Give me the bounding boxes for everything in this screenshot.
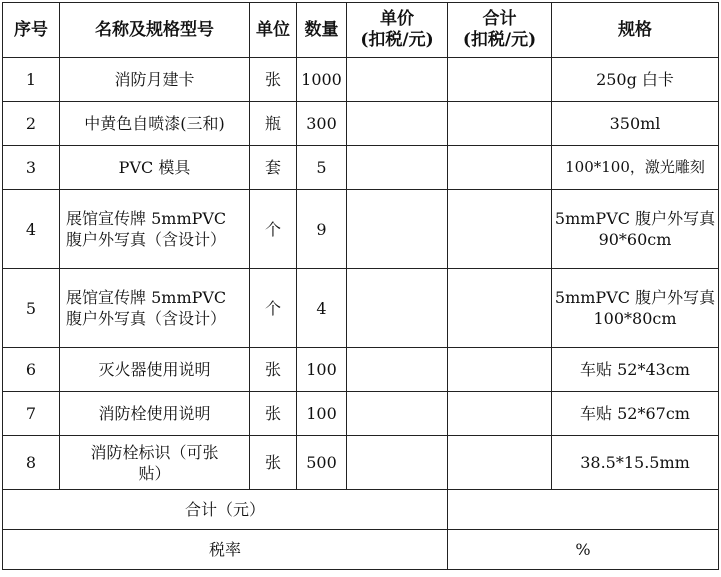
header-unit: 单位 <box>250 3 297 58</box>
cell-name: PVC 模具 <box>60 146 250 190</box>
cell-qty: 4 <box>297 269 347 348</box>
cell-unit: 套 <box>250 146 297 190</box>
header-qty: 数量 <box>297 3 347 58</box>
cell-unit: 瓶 <box>250 102 297 146</box>
cell-price[interactable] <box>347 436 448 490</box>
cell-no: 4 <box>3 190 60 269</box>
cell-total[interactable] <box>448 348 552 392</box>
sum-row <box>3 490 719 530</box>
cell-name: 展馆宣传牌 5mmPVC 腹户外写真（含设计） <box>60 190 250 269</box>
cell-spec: 350ml <box>552 102 719 146</box>
header-price-line2: (扣税/元) <box>360 30 434 50</box>
tax-label: 税率 <box>3 530 448 570</box>
table-row <box>3 269 719 348</box>
cell-spec: 5mmPVC 腹户外写真 100*80cm <box>552 269 719 348</box>
cell-name: 灭火器使用说明 <box>60 348 250 392</box>
cell-price[interactable] <box>347 269 448 348</box>
cell-no: 5 <box>3 269 60 348</box>
cell-total[interactable] <box>448 58 552 102</box>
header-spec: 规格 <box>552 3 719 58</box>
cell-total[interactable] <box>448 269 552 348</box>
cell-total[interactable] <box>448 102 552 146</box>
cell-spec: 38.5*15.5mm <box>552 436 719 490</box>
cell-name: 展馆宣传牌 5mmPVC 腹户外写真（含设计） <box>60 269 250 348</box>
cell-unit: 个 <box>250 190 297 269</box>
header-total-line1: 合计 <box>482 9 517 29</box>
cell-qty: 100 <box>297 348 347 392</box>
cell-qty: 9 <box>297 190 347 269</box>
cell-total[interactable] <box>448 392 552 436</box>
cell-unit: 张 <box>250 348 297 392</box>
table-row <box>3 436 719 490</box>
cell-unit: 张 <box>250 392 297 436</box>
cell-qty: 300 <box>297 102 347 146</box>
cell-price[interactable] <box>347 58 448 102</box>
cell-no: 6 <box>3 348 60 392</box>
cell-name: 中黄色自喷漆(三和) <box>60 102 250 146</box>
table-row <box>3 348 719 392</box>
header-no: 序号 <box>3 3 60 58</box>
cell-spec: 车贴 52*67cm <box>552 392 719 436</box>
cell-no: 3 <box>3 146 60 190</box>
table-row <box>3 146 719 190</box>
table-row <box>3 102 719 146</box>
cell-total[interactable] <box>448 436 552 490</box>
cell-qty: 5 <box>297 146 347 190</box>
cell-qty: 1000 <box>297 58 347 102</box>
table-row <box>3 190 719 269</box>
cell-no: 8 <box>3 436 60 490</box>
cell-unit: 个 <box>250 269 297 348</box>
quotation-table <box>2 2 719 570</box>
header-row <box>3 3 719 58</box>
cell-spec: 5mmPVC 腹户外写真 90*60cm <box>552 190 719 269</box>
cell-unit: 张 <box>250 58 297 102</box>
cell-spec: 车贴 52*43cm <box>552 348 719 392</box>
tax-row <box>3 530 719 570</box>
cell-unit: 张 <box>250 436 297 490</box>
cell-price[interactable] <box>347 102 448 146</box>
cell-total[interactable] <box>448 146 552 190</box>
cell-name: 消防栓标识（可张贴） <box>60 436 250 490</box>
cell-price[interactable] <box>347 392 448 436</box>
table-row <box>3 58 719 102</box>
table-row <box>3 392 719 436</box>
cell-price[interactable] <box>347 348 448 392</box>
cell-price[interactable] <box>347 146 448 190</box>
cell-no: 7 <box>3 392 60 436</box>
cell-name: 消防栓使用说明 <box>60 392 250 436</box>
header-price <box>347 3 448 58</box>
header-price-line1: 单价 <box>380 9 414 29</box>
sum-value[interactable] <box>448 490 719 530</box>
cell-no: 2 <box>3 102 60 146</box>
cell-name: 消防月建卡 <box>60 58 250 102</box>
cell-price[interactable] <box>347 190 448 269</box>
cell-total[interactable] <box>448 190 552 269</box>
cell-spec: 250g 白卡 <box>552 58 719 102</box>
header-total-line2: (扣税/元) <box>462 30 537 50</box>
header-name: 名称及规格型号 <box>60 3 250 58</box>
cell-spec: 100*100，激光雕刻 <box>552 146 719 190</box>
tax-value[interactable]: % <box>448 530 719 570</box>
header-total <box>448 3 552 58</box>
cell-qty: 100 <box>297 392 347 436</box>
cell-qty: 500 <box>297 436 347 490</box>
cell-no: 1 <box>3 58 60 102</box>
sum-label: 合计（元） <box>3 490 448 530</box>
